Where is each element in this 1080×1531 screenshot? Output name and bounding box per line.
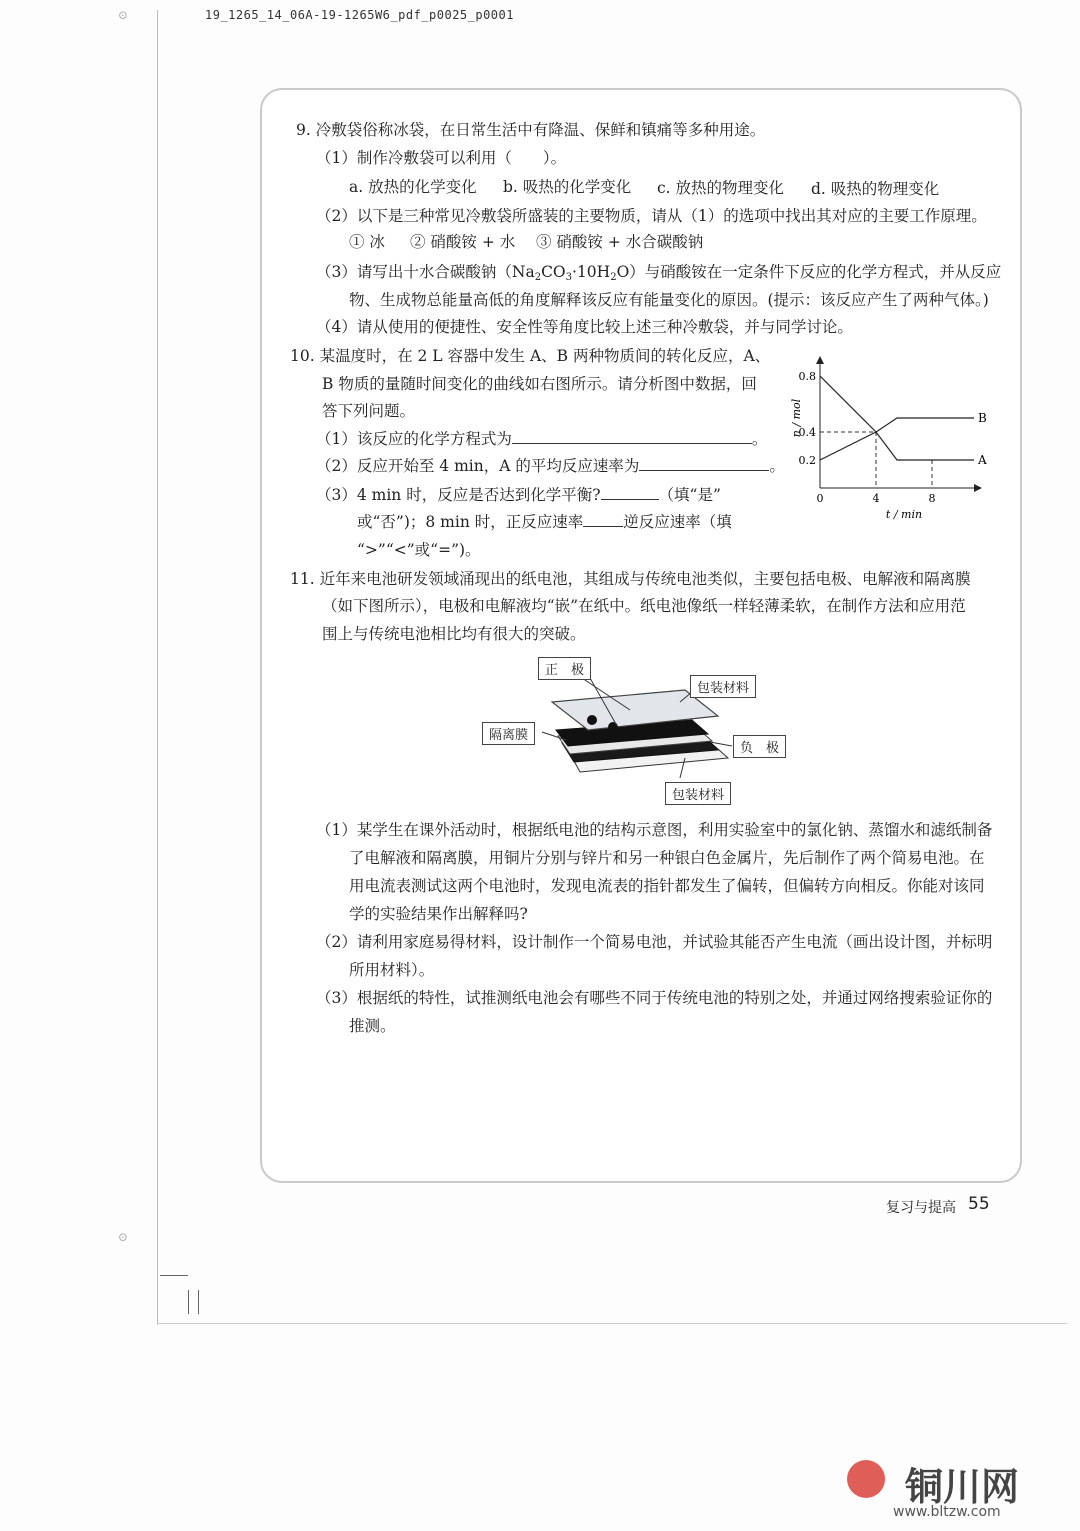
sodium-carbonate-formula: $Na_2CO_3\cdot 10H_2O$	[511, 263, 630, 283]
q11-part2-line2: 所用材料）。	[349, 961, 435, 979]
q9-substance-3: ③ 硝酸铵 + 水合碳酸钠	[536, 233, 704, 251]
q10-stem-line3: 答下列问题。	[322, 402, 416, 420]
x-tick-label: 8	[928, 492, 936, 505]
q11-part1-line2: 了电解液和隔离膜，用铜片分别与锌片和另一种银白色金属片，先后制作了两个简易电池。在	[349, 849, 985, 867]
file-code-header: 19_1265_14_06A-19-1265W6_pdf_p0025_p0001	[205, 8, 514, 22]
q9-part2: （2）以下是三种常见冷敷袋所盛装的主要物质，请从（1）的选项中找出其对应的主要工作原理。	[316, 207, 987, 225]
q10-part3-line1: （3）4 min 时，反应是否达到化学平衡? （填“是”	[316, 486, 721, 504]
label-separator: 隔离膜	[482, 722, 535, 745]
y-tick-label: 0.8	[798, 370, 816, 383]
watermark-text: 铜川网	[905, 1464, 1020, 1509]
label-bottom-packaging: 包装材料	[665, 782, 731, 805]
y-tick-label: 0.4	[798, 426, 816, 439]
label-top-packaging: 包装材料	[690, 675, 756, 698]
q9-option-a: a. 放热的化学变化	[349, 178, 477, 196]
q10-part2: （2）反应开始至 4 min，A 的平均反应速率为 。	[316, 457, 785, 475]
page-number: 55	[968, 1194, 990, 1214]
q11-part1-line4: 学的实验结果作出解释吗?	[349, 905, 528, 923]
binding-margin-line	[157, 10, 158, 1325]
q10-stem-line1: 10. 某温度时，在 2 L 容器中发生 A、B 两种物质间的转化反应，A、	[290, 347, 771, 365]
q11-part2-line1: （2）请利用家庭易得材料，设计制作一个简易电池，并试验其能否产生电流（画出设计图，并标明	[316, 933, 993, 951]
q11-part3-line2: 推测。	[349, 1017, 396, 1035]
q11-part3-line1: （3）根据纸的特性，试推测纸电池会有哪些不同于传统电池的特别之处，并通过网络搜索验证你的	[316, 989, 993, 1007]
q11-stem-line1: 11. 近年来电池研发领域涌现出的纸电池，其组成与传统电池类似，主要包括电极、电解液和隔离膜	[290, 570, 971, 588]
section-title: 复习与提高	[886, 1200, 956, 1216]
q10-part1: （1）该反应的化学方程式为 。	[316, 430, 768, 448]
q9-part1: （1）制作冷敷袋可以利用（ ）。	[316, 149, 567, 167]
x-axis-label: t / min	[885, 508, 923, 520]
q9-substance-2: ② 硝酸铵 + 水	[410, 233, 516, 251]
q11-part1-line3: 用电流表测试这两个电池时，发现电流表的指针都发生了偏转，但偏转方向相反。你能对该同	[349, 877, 985, 895]
crop-mark	[188, 1290, 189, 1314]
q9-part3-line2: 物、生成物总能量高低的角度解释该反应有能量变化的原因。(提示：该反应产生了两种气体。)	[349, 291, 989, 309]
registration-mark: ⊙	[118, 1230, 129, 1244]
q9-option-b: b. 吸热的化学变化	[503, 178, 632, 196]
x-tick-label: 0	[816, 492, 824, 505]
answer-blank-equilibrium[interactable]	[601, 485, 659, 500]
q10-part3-line3: “>”“<”或“=”)。	[357, 541, 481, 559]
answer-blank-equation[interactable]	[512, 429, 752, 444]
crop-mark	[160, 1275, 188, 1276]
q11-stem-line2: （如下图所示），电极和电解液均“嵌”在纸中。纸电池像纸一样轻薄柔软，在制作方法和应用范	[322, 597, 966, 615]
q10-stem-line2: B 物质的量随时间变化的曲线如右图所示。请分析图中数据，回	[322, 375, 757, 393]
label-positive-electrode: 正 极	[538, 657, 591, 680]
label-negative-electrode: 负 极	[733, 735, 786, 758]
q11-part1-line1: （1）某学生在课外活动时，根据纸电池的结构示意图，利用实验室中的氯化钠、蒸馏水和滤纸制备	[316, 821, 993, 839]
q10-part3-line2: 或“否”)；8 min 时，正反应速率 逆反应速率（填	[357, 513, 732, 531]
page-bottom-line	[157, 1323, 1067, 1324]
electrode-terminal	[587, 715, 597, 725]
answer-blank-rate[interactable]	[639, 456, 769, 471]
q9-option-d: d. 吸热的物理变化	[811, 180, 940, 198]
x-tick-label: 4	[872, 492, 880, 505]
q9-part3-line1: （3）请写出十水合碳酸钠$(Na_2CO_3\cdot 10H_2O)$与硝酸铵在一定条件下反应的化学方程式，并从反应	[316, 263, 1002, 283]
q9-stem: 9. 冷敷袋俗称冰袋，在日常生活中有降温、保鲜和镇痛等多种用途。	[296, 121, 766, 139]
watermark-logo	[847, 1460, 885, 1498]
amount-time-chart	[780, 350, 990, 520]
crop-mark	[198, 1290, 199, 1314]
q9-substance-1: ① 冰	[349, 233, 385, 251]
registration-mark: ⊙	[118, 8, 129, 22]
series-line-B	[820, 418, 974, 460]
electrode-terminal	[608, 722, 618, 732]
series-label-B: B	[978, 411, 987, 425]
q9-option-c: c. 放热的物理变化	[657, 179, 785, 197]
y-axis-label: n / mol	[790, 398, 803, 438]
q9-part4: （4）请从使用的便捷性、安全性等角度比较上述三种冷敷袋，并与同学讨论。	[316, 318, 853, 336]
y-tick-label: 0.2	[798, 454, 816, 467]
q11-stem-line3: 围上与传统电池相比均有很大的突破。	[322, 625, 586, 643]
watermark-url: www.bltzw.com	[893, 1504, 1001, 1520]
answer-blank-compare[interactable]	[583, 512, 623, 527]
series-label-A: A	[978, 453, 987, 467]
